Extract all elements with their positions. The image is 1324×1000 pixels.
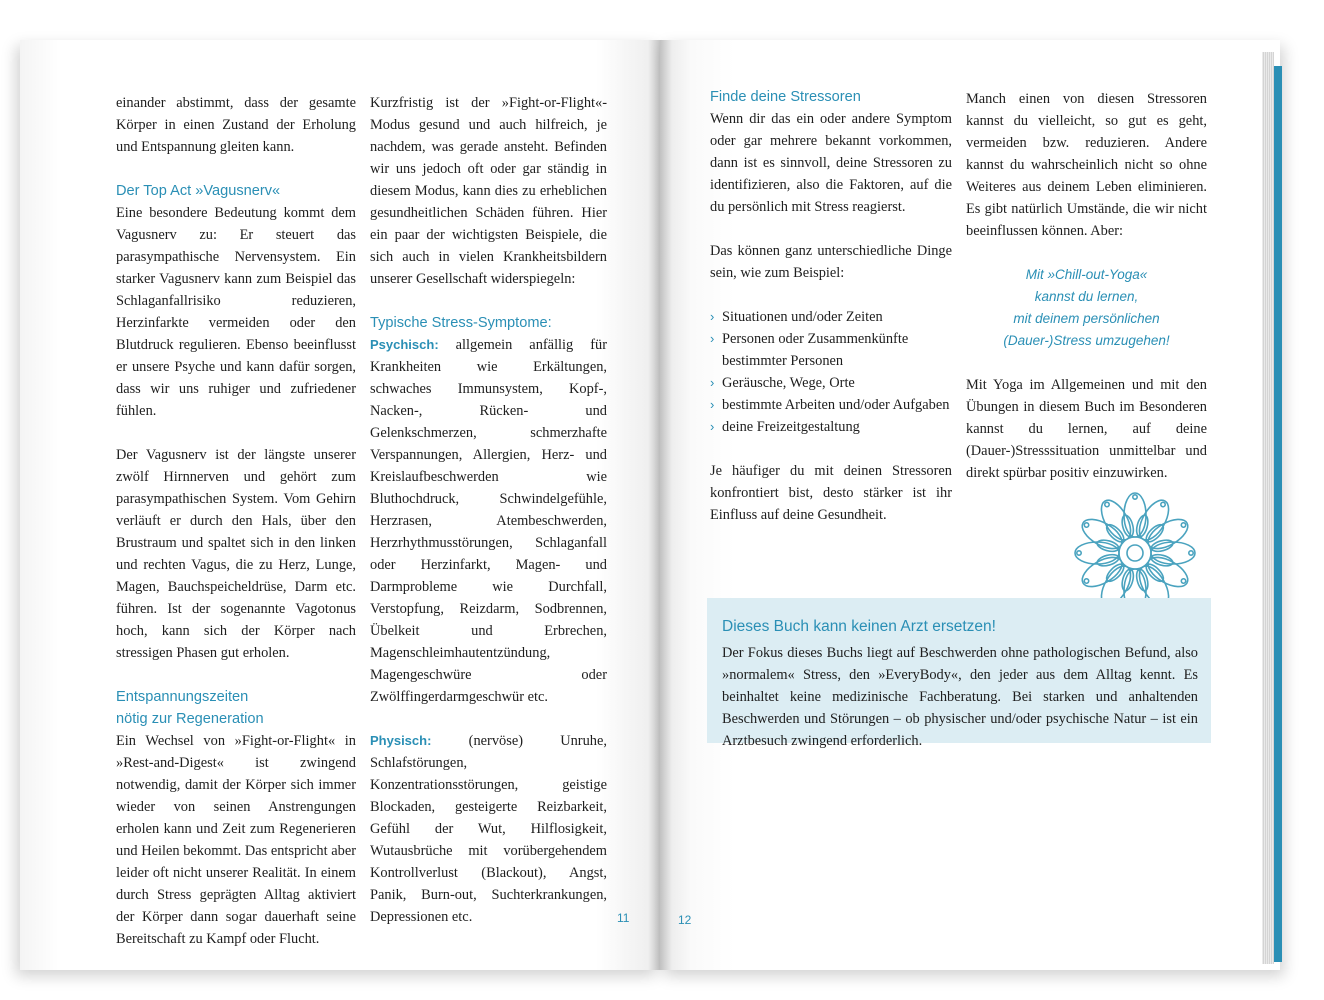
heading-regeneration-line-2: nötig zur Regeneration — [116, 711, 264, 727]
quote-line: mit deinem persönlichen — [1013, 311, 1160, 326]
list-item: › Personen oder Zusammenkünfte bestimmter Personen — [710, 328, 952, 372]
stressors-paragraph-3: Je häufiger du mit deinen Stressoren konfrontiert bist, desto stärker ist ihr Einfluss auf deine Gesundheit. — [710, 463, 952, 523]
chevron-right-icon: › — [710, 375, 715, 390]
text-physisch: (nervöse) Unruhe, Schlafstörungen, Konzentrationsstörungen, geistige Blockaden, gesteigerte Reizbarkeit, Gefühl der Wut, Hilflosigkeit, Wutausbrüche mit vorübergehendem Kontrollverlust (Blackout), Angst, Panik, Burn-out, Suchterkrankungen, Depressionen etc. — [370, 733, 607, 925]
chevron-right-icon: › — [710, 419, 715, 434]
heading-vagusnerv: Der Top Act »Vagusnerv« — [116, 183, 281, 199]
list-item: › deine Freizeitgestaltung — [710, 416, 952, 438]
vagus-paragraph-2: Der Vagusnerv ist der längste unserer zwölf Hirnnerven und gehört zum parasympathischen System. Vom Gehirn verläuft er durch den Hals, über den Brustraum und spaltet sich in den linken und rechten Vagus, die zu Herz, Lunge, Magen, Bauchspeicheldrüse, Darm etc. führen. Ist der sogenannte Vagotonus hoch, kann sich der Körper nach stressigen Phasen gut erholen. — [116, 447, 356, 661]
text-psychisch: allgemein anfällig für Krankheiten wie Erkältungen, schwaches Immunsystem, Kopf-, Nacken-, Rücken- und Gelenkschmerzen, schmerzhafte Verspannungen, Allergien, Herz- und Kreislaufbeschwerden wie Bluthochdruck, Schwindelgefühle, Herzrasen, Atembeschwerden, Herzrhythmusstörungen, Schlaganfall oder Herzinfarkt, Magen- und Darmprobleme wie Durchfall, Verstopfung, Reizdarm, Sodbrennen, Übelkeit und Erbrechen, Magenschleimhautentzündung, Magengeschwüre oder Zwölffingerdarmgeschwür etc. — [370, 337, 607, 705]
fight-flight-paragraph: Kurzfristig ist der »Fight-or-Flight«-Modus gesund und auch hilfreich, je nachdem, was gerade ansteht. Befinden wir uns jedoch oft oder gar ständig in diesem Modus, kann dies zu erheblichen gesundheitlichen Schäden führen. Hier ein paar der wichtigsten Beispiele, die sich auch in vielen Krankheitsbildern unserer Gesellschaft widerspiegeln: — [370, 95, 607, 287]
yoga-paragraph: Mit Yoga im Allgemeinen und mit den Übungen in diesem Buch im Besonderen kannst du lernen, auf deine (Dauer-)Stresssituation unmittelbar und direkt spürbar positiv einzuwirken. — [966, 377, 1207, 481]
label-physisch: Physisch: — [370, 733, 432, 748]
intro-paragraph: einander abstimmt, dass der gesamte Körper in einen Zustand der Erholung und Entspannung gleiten kann. — [116, 95, 356, 155]
regeneration-paragraph: Ein Wechsel von »Fight-or-Flight« in »Rest-and-Digest« ist zwingend notwendig, damit der Körper sich immer wieder von seinen Anstrengungen erholen kann und Zeit zum Regenerieren und Heilen bekommt. Das entspricht aber leider oft nicht unserer Realität. In einem durch Stress geprägten Alltag aktiviert der Körper dann sogar dauerhaft seine Bereitschaft zu Kampf oder Flucht. — [116, 733, 356, 947]
psychisch-paragraph — [370, 334, 607, 708]
left-column-1 — [116, 92, 356, 950]
page-edges — [1262, 52, 1274, 964]
quote-line: Mit »Chill-out-Yoga« — [1025, 267, 1148, 282]
physisch-paragraph — [370, 730, 607, 928]
list-item: › Situationen und/oder Zeiten — [710, 306, 952, 328]
label-psychisch: Psychisch: — [370, 337, 439, 352]
chevron-right-icon: › — [710, 397, 715, 412]
stressors-paragraph-2: Das können ganz unterschiedliche Dinge sein, wie zum Beispiel: — [710, 243, 952, 281]
right-column-1 — [710, 86, 952, 526]
vagus-paragraph-1: Eine besondere Bedeutung kommt dem Vagusnerv zu: Er steuert das parasympathische Nervensystem. Ein starker Vagusnerv kann zum Beispiel das Schlaganfallrisiko reduzieren, Herzinfarkte vermeiden oder den Blutdruck regulieren. Ebenso beeinflusst er unsere Psyche und kann dafür sorgen, dass wir uns ruhiger und zufriedener fühlen. — [116, 205, 356, 419]
page-number-right: 12 — [678, 913, 692, 927]
quote-line: (Dauer-)Stress umzugehen! — [1003, 333, 1170, 348]
left-column-2 — [370, 92, 607, 928]
list-item: › bestimmte Arbeiten und/oder Aufgaben — [710, 394, 952, 416]
reduce-stressors-paragraph: Manch einen von diesen Stressoren kannst du vielleicht, so gut es geht, vermeiden bzw. reduzieren. Andere kannst du wahrscheinlich nicht so ohne Weiteres aus deinem Leben eliminieren. Es gibt natürlich Umstände, die wir nicht beeinflussen können. Aber: — [966, 91, 1207, 239]
quote-line: kannst du lernen, — [1034, 289, 1139, 304]
notice-title: Dieses Buch kann keinen Arzt ersetzen! — [722, 618, 996, 635]
notice-body: Der Fokus dieses Buchs liegt auf Beschwerden ohne pathologischen Befund, also »normalem« Stress, den »EveryBody«, den jeder aus dem Alltag kennt. Es beinhaltet keine medizinische Fachberatung. Bei starken und anhaltenden Beschwerden und Störungen – ob physischer und/oder psychische Natur – ist ein Arztbesuch zwingend erforderlich. — [722, 645, 1198, 749]
heading-find-stressors: Finde deine Stressoren — [710, 89, 861, 105]
list-item: › Geräusche, Wege, Orte — [710, 372, 952, 394]
stressor-list — [710, 306, 952, 438]
right-column-2 — [966, 88, 1207, 484]
cover-edge — [1274, 66, 1282, 962]
page-number-left: 11 — [617, 911, 630, 925]
stressors-paragraph-1: Wenn dir das ein oder andere Symptom oder gar mehrere bekannt vorkommen, dann ist es sinnvoll, deine Stressoren zu identifizieren, also die Faktoren, auf die du persönlich mit Stress reagierst. — [710, 111, 952, 215]
chevron-right-icon: › — [710, 309, 715, 324]
chevron-right-icon: › — [710, 331, 715, 346]
heading-regeneration-line-1: Entspannungszeiten — [116, 689, 249, 705]
heading-stress-symptoms: Typische Stress-Symptome: — [370, 315, 552, 331]
book-gutter — [648, 40, 672, 970]
